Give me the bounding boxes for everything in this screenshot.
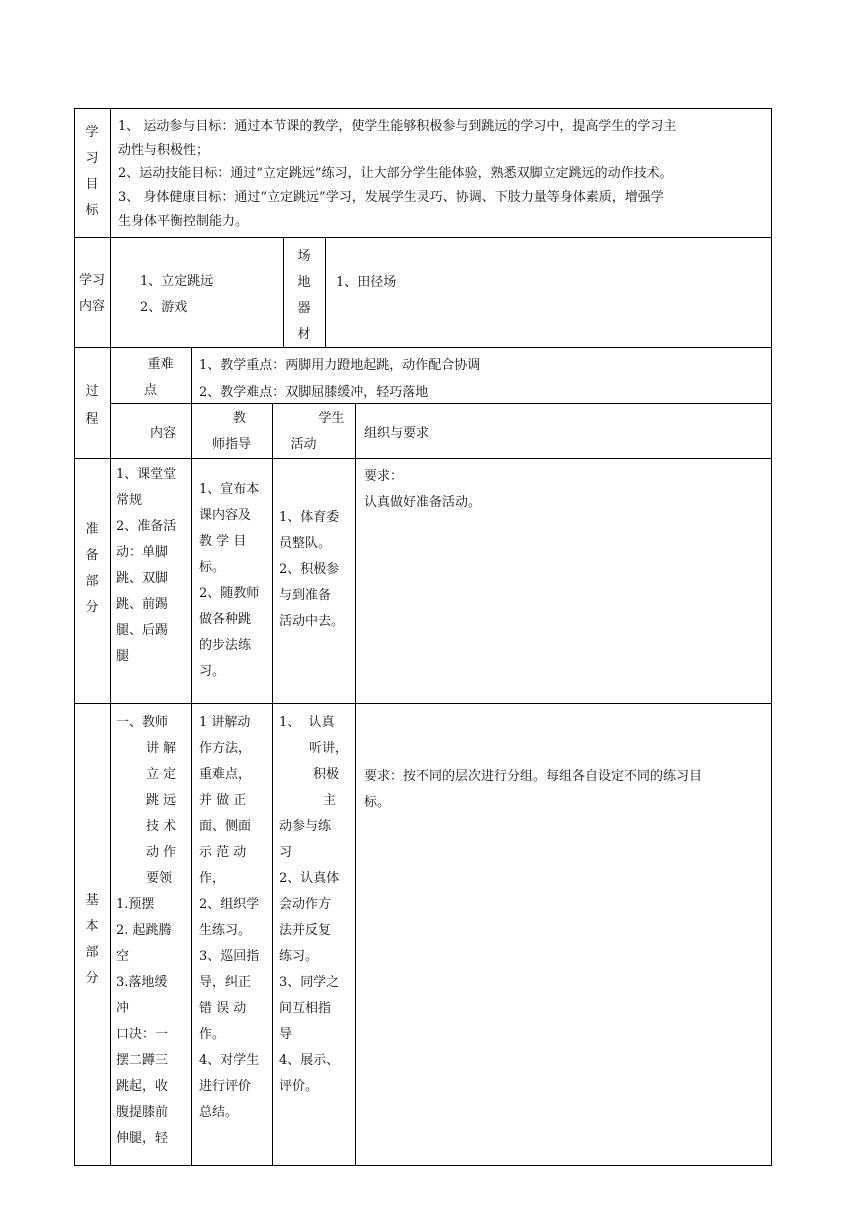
venue-value: 1、田径场 (336, 275, 397, 290)
prep-label: 准 备 部 分 (85, 522, 99, 615)
basic-student: 1、 认真 听讲， 积极 主 动参与练 习 2、认真体 会动作方 法并反复 练习。 3、同学之 间互相指 导 4、展示、 评价。 (279, 715, 349, 1094)
basic-teacher: 1 讲解动 作方法， 重难点， 并 做 正 面、侧面 示 范 动 作， 2、组织学 生练习。 3、巡回指 导，纠正 错 误 动 作。 4、对学生 进行评价 总结。 (199, 715, 260, 1120)
process-label: 过 程 (85, 384, 99, 427)
header-content: 内容 (150, 426, 177, 441)
prep-content: 1、课堂堂 常规 2、准备活 动：单脚 跳、双脚 跳、前踢 腿、后踢 腿 (116, 467, 177, 664)
basic-content: 一、教师 讲 解 立 定 跳 远 技 术 动 作 要领 1.预摆 2. 起跳腾 空 3.落地缓 冲 口决：一 摆二蹲三 跳起，收 腹提膝前 伸腿，轻 (116, 715, 177, 1146)
header-student: 学生 活动 (290, 411, 345, 452)
header-org: 组织与要求 (364, 426, 430, 441)
key-points-label: 重难 点 (143, 357, 174, 398)
content-label: 学习 内容 (78, 273, 105, 314)
venue-label: 场 地 器 材 (297, 249, 311, 342)
header-teacher: 教 师指导 (211, 411, 251, 452)
prep-org: 要求： 认真做好准备活动。 (364, 469, 482, 510)
prep-teacher: 1、宣布本 课内容及 教 学 目 标。 2、随教师 做各种跳 的步法练 习。 (199, 482, 260, 679)
objectives-label: 学 习 目 标 (85, 125, 99, 218)
prep-student: 1、体育委 员整队。 2、积极参 与到准备 活动中去。 (279, 510, 345, 629)
basic-label: 基 本 部 分 (85, 893, 99, 986)
basic-org: 要求：按不同的层次进行分组。每组各自设定不同的练习目 标。 (364, 769, 703, 810)
